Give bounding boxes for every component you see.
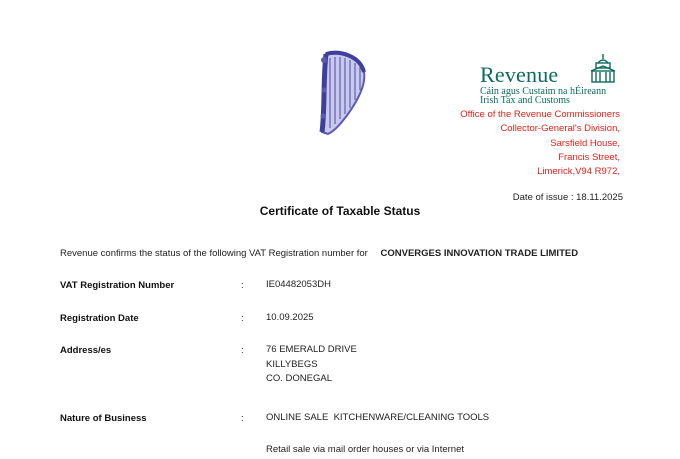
separator: : xyxy=(241,413,244,424)
customs-house-icon xyxy=(588,52,618,84)
separator: : xyxy=(241,345,244,356)
company-name: CONVERGES INNOVATION TRADE LIMITED xyxy=(380,248,579,259)
separator: : xyxy=(241,280,244,291)
addresses-value xyxy=(266,343,357,387)
address-line: Office of the Revenue Commissioners xyxy=(460,109,620,120)
address-line: Sarsfield House, xyxy=(550,137,620,149)
certificate-title: Certificate of Taxable Status xyxy=(259,204,421,218)
address-value-line: KILLYBEGS xyxy=(266,358,318,370)
address-line: Francis Street, xyxy=(558,151,620,163)
revenue-logo-irish: Cáin agus Custaim na hÉireann xyxy=(480,86,607,97)
nature-of-business-detail: Retail sale via mail order houses or via Internet xyxy=(266,444,465,455)
registration-date-value: 10.09.2025 xyxy=(266,312,314,323)
vat-number-value: IE04482053DH xyxy=(266,279,331,290)
revenue-logo-english: Irish Tax and Customs xyxy=(480,95,570,106)
addresses-label: Address/es xyxy=(60,345,112,356)
separator: : xyxy=(241,313,244,324)
revenue-logo-name: Revenue xyxy=(480,62,559,87)
nature-of-business-label: Nature of Business xyxy=(60,413,147,424)
registration-date-label: Registration Date xyxy=(60,313,139,324)
harp-icon xyxy=(314,50,368,136)
issue-date: Date of issue : 18.11.2025 xyxy=(512,192,623,203)
address-value-line: CO. DONEGAL xyxy=(266,373,332,384)
office-address xyxy=(460,108,620,179)
address-line: Collector-General's Division, xyxy=(500,123,620,135)
address-value-line: 76 EMERALD DRIVE xyxy=(266,344,357,355)
intro-text xyxy=(60,248,578,259)
address-line: Limerick,V94 R972, xyxy=(537,166,620,178)
intro-statement: Revenue confirms the status of the following VAT Registration number for xyxy=(60,248,368,259)
nature-of-business-value: ONLINE SALE KITCHENWARE/CLEANING TOOLS xyxy=(266,412,490,423)
vat-number-label: VAT Registration Number xyxy=(60,280,175,291)
